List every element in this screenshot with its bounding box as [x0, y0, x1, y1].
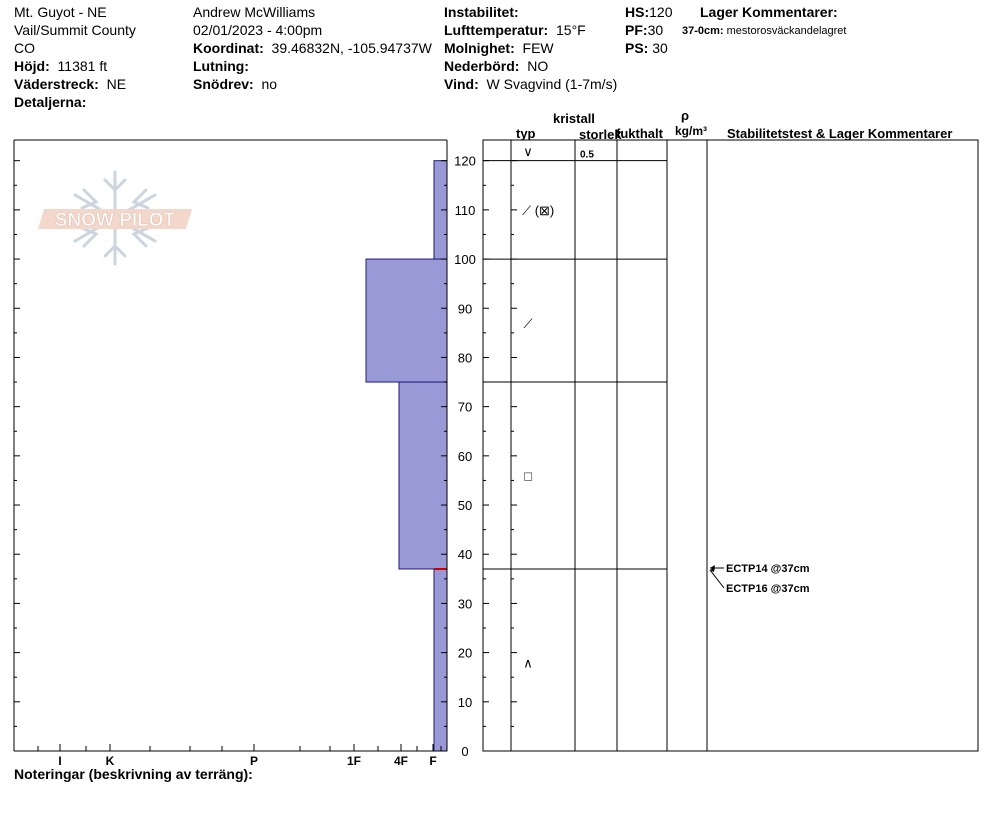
pf-label: PF:: [625, 22, 648, 38]
notes-label: Noteringar (beskrivning av terräng):: [14, 766, 253, 782]
hardness-label: F: [429, 754, 437, 768]
drift-value: no: [261, 76, 278, 92]
height-label: 0: [461, 744, 469, 759]
height-label: 100: [454, 252, 476, 268]
wind-value: W Svagvind (1-7m/s): [486, 76, 618, 92]
precip-label: Nederbörd:: [444, 58, 520, 74]
details-label: Detaljerna:: [14, 94, 87, 110]
grain-symbol: □: [524, 468, 532, 484]
elevation-label: Höjd:: [14, 58, 50, 74]
cloud-value: FEW: [522, 40, 554, 56]
state: CO: [14, 40, 35, 56]
col-density-unit: kg/m³: [675, 124, 708, 138]
height-label: 70: [457, 399, 473, 415]
table-ticks: [483, 161, 517, 751]
cloud-label: Molnighet:: [444, 40, 515, 56]
layer-comment-text: mestorosväckandelagret: [726, 25, 847, 37]
crystal-sizes: [580, 150, 594, 161]
grain-symbol: ⟋: [523, 316, 533, 332]
pf-value: 30: [647, 22, 664, 38]
aspect-value: NE: [106, 76, 127, 92]
hardness-layer: [366, 259, 447, 382]
hardness-layer: [434, 569, 447, 751]
height-label: 80: [457, 350, 473, 366]
hardness-label: P: [249, 754, 259, 768]
snowpilot-logo: [38, 172, 192, 264]
col-crystal: kristall: [553, 111, 595, 126]
hardness-label: I: [58, 754, 62, 768]
col-type: typ: [516, 126, 536, 141]
hardness-label: 4F: [393, 754, 409, 768]
col-rho: ρ: [681, 108, 690, 123]
slope-label: Lutning:: [193, 58, 249, 74]
layer-comments-label: Lager Kommentarer:: [700, 4, 838, 20]
airtemp-value: 15°F: [556, 22, 586, 38]
height-label: 120: [454, 153, 476, 169]
grain-types: [522, 144, 554, 671]
height-label: 10: [457, 694, 473, 710]
region: Vail/Summit County: [14, 22, 136, 38]
precip-value: NO: [527, 58, 549, 74]
ps-label: PS:: [625, 40, 649, 56]
col-stability: Stabilitetstest & Lager Kommentarer: [727, 126, 953, 141]
height-label: 20: [457, 645, 473, 661]
height-label: 60: [457, 448, 473, 464]
height-label: 50: [457, 498, 473, 514]
height-axis-labels: [454, 154, 476, 759]
hardness-ticks: [38, 744, 441, 768]
stability-tests: [710, 563, 810, 595]
ps-value: 30: [652, 40, 668, 56]
hs-label: HS:: [625, 4, 650, 20]
grain-symbol: ∧: [523, 655, 533, 671]
hardness-layer: [399, 382, 447, 569]
hardness-label: K: [105, 754, 115, 768]
instability-label: Instabilitet:: [444, 4, 519, 20]
layer-table: [483, 140, 978, 751]
logo-text: SNOW PILOT: [54, 210, 176, 231]
stability-test-label: ECTP16 @37cm: [726, 583, 810, 595]
stability-test-label: ECTP14 @37cm: [726, 563, 810, 575]
col-size: storlek: [579, 127, 622, 142]
left-ticks: [14, 161, 447, 751]
hs-value: 120: [649, 4, 673, 20]
coord-label: Koordinat:: [193, 40, 264, 56]
hardness-label: 1F: [346, 754, 362, 768]
airtemp-label: Lufttemperatur:: [444, 22, 549, 38]
elevation-value: 11381 ft: [57, 58, 108, 74]
wind-label: Vind:: [444, 76, 479, 92]
grain-symbol: ∨: [523, 143, 533, 159]
height-label: 40: [457, 547, 473, 563]
crystal-size: 0.5: [580, 149, 594, 161]
coord-value: 39.46832N, -105.94737W: [271, 40, 432, 56]
observer: Andrew McWilliams: [193, 4, 316, 20]
height-label: 110: [454, 202, 476, 218]
test-leader: [710, 570, 724, 588]
height-label: 30: [457, 596, 473, 612]
hardness-layers: [366, 161, 447, 751]
grain-symbol: ⟋ (⊠): [522, 202, 555, 218]
location: Mt. Guyot - NE: [14, 4, 107, 20]
datetime: 02/01/2023 - 4:00pm: [193, 22, 323, 38]
aspect-label: Väderstreck:: [14, 76, 99, 92]
height-label: 90: [457, 301, 473, 317]
layer-comment-depth: 37-0cm:: [682, 25, 724, 37]
col-moisture: fukthalt: [616, 126, 663, 141]
drift-label: Snödrev:: [193, 76, 254, 92]
